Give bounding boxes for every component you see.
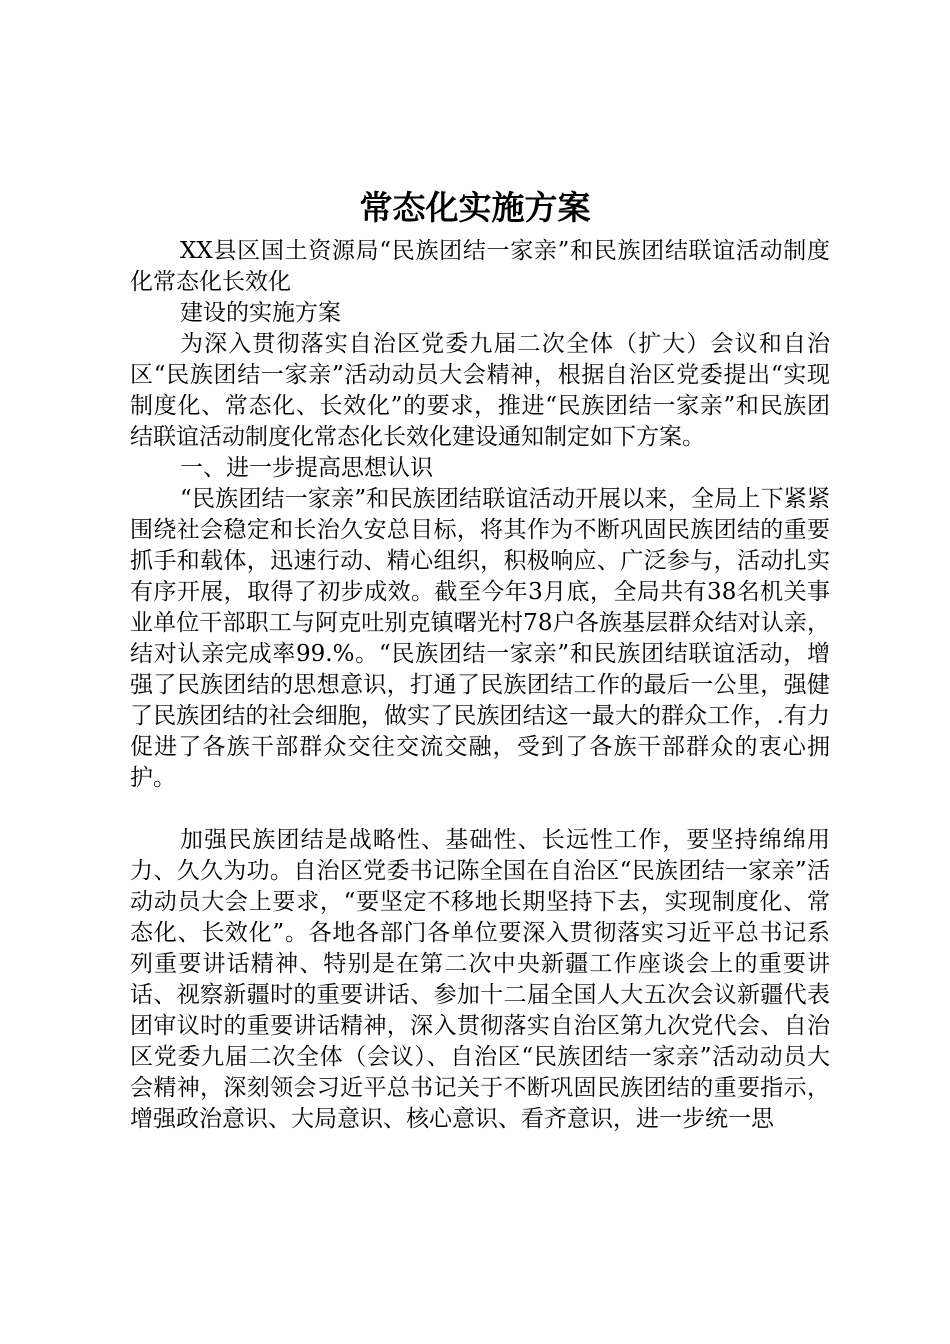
document-title: 常态化实施方案: [359, 188, 591, 227]
document-body: [130, 236, 830, 1135]
paragraph-intro: 为深入贯彻落实自治区党委九届二次全体（扩大）会议和自治区“民族团结一家亲”活动动员大会精神，根据自治区党委提出“实现制度化、常态化、长效化”的要求，推进“民族团结一家亲”和民族团结联谊活动制度化常态化长效化建设通知制定如下方案。: [130, 331, 830, 450]
section-heading-1: 一、进一步提高思想认识: [180, 455, 433, 481]
paragraph-heading-line-1: XX县区国土资源局“民族团结一家亲”和民族团结联谊活动制度化常态化长效化: [130, 238, 830, 295]
paragraph-heading-line-2: 建设的实施方案: [180, 300, 341, 326]
paragraph-achievements: “民族团结一家亲”和民族团结联谊活动开展以来，全局上下紧紧围绕社会稳定和长治久安总目标，将其作为不断巩固民族团结的重要抓手和载体，迅速行动、精心组织，积极响应、广泛参与，活动扎实有序开展，取得了初步成效。截至今年3月底，全局共有38名机关事业单位干部职工与阿克吐别克镇曙光村78户各族基层群众结对认亲，结对认亲完成率99.%。“民族团结一家亲”和民族团结联谊活动，增强了民族团结的思想意识，打通了民族团结工作的最后一公里，强健了民族团结的社会细胞，做实了民族团结这一最大的群众工作，.有力促进了各族干部群众交往交流交融，受到了各族干部群众的衷心拥护。: [130, 486, 830, 791]
paragraph-requirements: 加强民族团结是战略性、基础性、长远性工作，要坚持绵绵用力、久久为功。自治区党委书记陈全国在自治区“民族团结一家亲”活动动员大会上要求，“要坚定不移地长期坚持下去，实现制度化、常态化、长效化”。各地各部门各单位要深入贯彻落实习近平总书记系列重要讲话精神、特别是在第二次中央新疆工作座谈会上的重要讲话、视察新疆时的重要讲话、参加十二届全国人大五次会议新疆代表团审议时的重要讲话精神，深入贯彻落实自治区第九次党代会、自治区党委九届二次全体（会议）、自治区“民族团结一家亲”活动动员大会精神，深刻领会习近平总书记关于不断巩固民族团结的重要指示，增强政治意识、大局意识、核心意识、看齐意识，进一步统一思: [130, 827, 830, 1132]
